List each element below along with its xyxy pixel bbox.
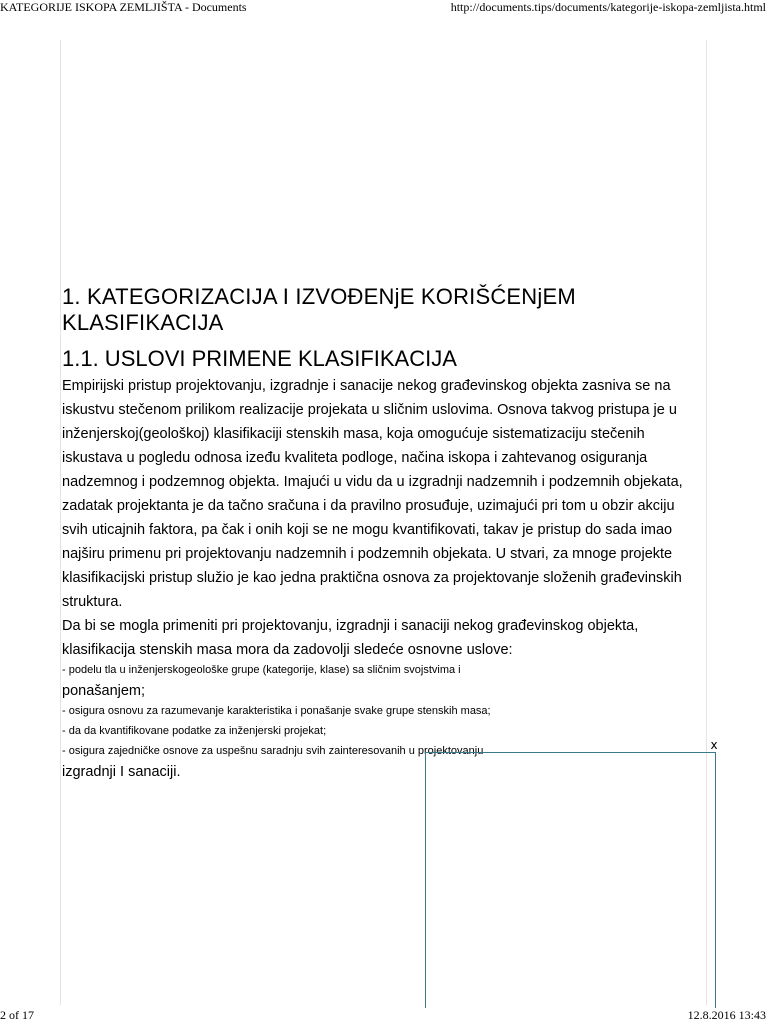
paragraph: nadzemnog i podzemnog objekta. Imajući u vidu da u izgradnji nadzemnih i podzemnih objekata, <box>62 474 683 490</box>
print-footer <box>0 1008 768 1022</box>
list-item: - podelu tla u inženjerskogeološke grupe (kategorije, klase) sa sličnim svojstvima i <box>62 664 461 676</box>
paragraph: inženjerskoj(geološkoj) klasifikaciji stenskih masa, koja omogućuje sistematizaciju stečenih <box>62 426 645 442</box>
paragraph: iskustvu stečenom prilikom realizacije projekata u sličnim uslovima. Osnova takvog pristupa je u <box>62 402 677 418</box>
list-item-continuation: izgradnji I sanaciji. <box>62 764 181 780</box>
document-title: KATEGORIJE ISKOPA ZEMLJIŠTA - Documents <box>0 0 247 14</box>
paragraph: najširu primenu pri projektovanju nadzemnih i podzemnih objekata. U stvari, za mnoge projekte <box>62 546 673 562</box>
page-border-left <box>60 40 61 1005</box>
paragraph: klasifikacijski pristup služio je kao jedna praktična osnova za projektovanje složenih građevinskih <box>62 570 682 586</box>
paragraph: struktura. <box>62 594 123 610</box>
print-header <box>0 0 768 14</box>
list-item: - da da kvantifikovane podatke za inženjerski projekat; <box>62 725 327 737</box>
list-item: - osigura zajedničke osnove za uspešnu saradnju svih zainteresovanih u projektovanju <box>62 745 484 757</box>
document-content <box>62 284 702 788</box>
ad-overlay-frame[interactable] <box>425 752 716 1008</box>
list-item: - osigura osnovu za razumevanje karakteristika i ponašanje svake grupe stenskih masa; <box>62 705 491 717</box>
document-url[interactable]: http://documents.tips/documents/kategorije-iskopa-zemljista.html <box>450 0 766 14</box>
list-item-continuation: ponašanjem; <box>62 683 146 699</box>
heading-section: 1.1. USLOVI PRIMENE KLASIFIKACIJA <box>62 346 457 371</box>
close-icon[interactable]: x <box>710 738 718 752</box>
paragraph: Empirijski pristup projektovanju, izgradnje i sanacije nekog građevinskog objekta zasniva se na <box>62 378 671 394</box>
paragraph: svih uticajnih faktora, pa čak i onih koji se ne mogu kvantifikovati, takav je pristup do sada imao <box>62 522 673 538</box>
paragraph: iskustava u pogledu odnosa izeđu kvaliteta podloge, načina iskopa i zahtevanog osiguranja <box>62 450 648 466</box>
paragraph: Da bi se mogla primeniti pri projektovanju, izgradnji i sanaciji nekog građevinskog objekta, <box>62 618 639 634</box>
page-number: 2 of 17 <box>0 1008 34 1022</box>
paragraph: klasifikacija stenskih masa mora da zadovolji sledeće osnovne uslove: <box>62 642 513 658</box>
paragraph: zadatak projektanta je da tačno sračuna i da pravilno prosuđuje, uzimajući pri tom u obzir akciju <box>62 498 675 514</box>
print-timestamp: 12.8.2016 13:43 <box>687 1008 766 1022</box>
heading-main: 1. KATEGORIZACIJA I IZVOĐENjE KORIŠĆENjEM KLASIFIKACIJA <box>62 284 576 335</box>
